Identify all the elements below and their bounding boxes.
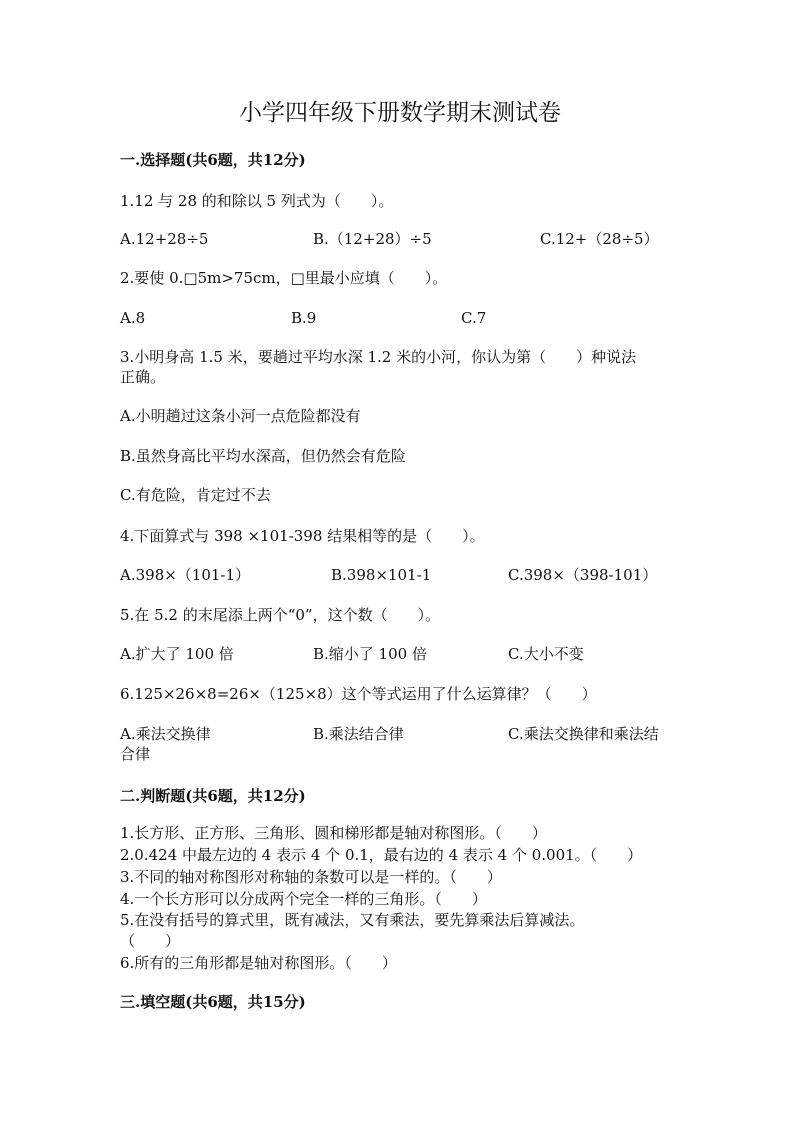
question-5-stem: 5.在 5.2 的末尾添上两个“0”，这个数（ ）。 <box>120 606 441 624</box>
judgement-item-6: 6.所有的三角形都是轴对称图形。（ ） <box>120 954 397 972</box>
question-4-option-c: C.398×（398-101） <box>508 566 658 584</box>
question-6-option-c-continuation: 合律 <box>120 745 151 763</box>
question-6-option-b: B.乘法结合律 <box>313 725 404 743</box>
question-6-stem: 6.125×26×8=26×（125×8）这个等式运用了什么运算律？（ ） <box>120 685 597 703</box>
judgement-item-1: 1.长方形、正方形、三角形、圆和梯形都是轴对称图形。（ ） <box>120 824 547 842</box>
question-5-option-c: C.大小不变 <box>508 645 584 663</box>
section-heading-judgement: 二.判断题(共6题，共12分) <box>120 787 306 805</box>
judgement-item-2: 2.0.424 中最左边的 4 表示 4 个 0.1，最右边的 4 表示 4 个 0.001。（ ） <box>120 846 643 864</box>
question-1-option-b: B.（12+28）÷5 <box>313 230 432 248</box>
question-5-option-b: B.缩小了 100 倍 <box>313 645 427 663</box>
question-4-stem: 4.下面算式与 398 ×101-398 结果相等的是（ ）。 <box>120 527 485 545</box>
question-4-option-b: B.398×101-1 <box>331 566 432 584</box>
question-1-option-a: A.12+28÷5 <box>120 230 209 248</box>
question-3-stem-line2: 正确。 <box>120 368 166 386</box>
question-3-option-b: B.虽然身高比平均水深高，但仍然会有危险 <box>120 447 406 465</box>
question-2-stem: 2.要使 0.□5m>75cm，□里最小应填（ ）。 <box>120 269 448 287</box>
judgement-item-5: 5.在没有括号的算式里，既有减法，又有乘法，要先算乘法后算减法。 <box>120 911 585 929</box>
question-5-option-a: A.扩大了 100 倍 <box>120 645 234 663</box>
question-2-option-a: A.8 <box>120 309 146 327</box>
question-6-option-c: C.乘法交换律和乘法结 <box>508 725 659 743</box>
judgement-item-3: 3.不同的轴对称图形对称轴的条数可以是一样的。（ ） <box>120 868 502 886</box>
question-3-stem-line1: 3.小明身高 1.5 米，要趟过平均水深 1.2 米的小河，你认为第（ ）种说法 <box>120 348 637 366</box>
question-3-option-c: C.有危险，肯定过不去 <box>120 486 271 504</box>
judgement-item-5-continuation: （ ） <box>120 932 181 950</box>
question-3-option-a: A.小明趟过这条小河一点危险都没有 <box>120 407 361 425</box>
section-heading-fill-blank: 三.填空题(共6题，共15分) <box>120 993 306 1011</box>
question-6-option-a: A.乘法交换律 <box>120 725 211 743</box>
question-2-option-c: C.7 <box>461 309 487 327</box>
section-heading-choice: 一.选择题(共6题，共12分) <box>120 151 306 169</box>
question-1-stem: 1.12 与 28 的和除以 5 列式为（ ）。 <box>120 192 394 210</box>
question-1-option-c: C.12+（28÷5） <box>540 230 659 248</box>
judgement-item-4: 4.一个长方形可以分成两个完全一样的三角形。（ ） <box>120 890 487 908</box>
question-4-option-a: A.398×（101-1） <box>120 566 251 584</box>
question-2-option-b: B.9 <box>291 309 317 327</box>
page-title: 小学四年级下册数学期末测试卷 <box>239 100 561 126</box>
